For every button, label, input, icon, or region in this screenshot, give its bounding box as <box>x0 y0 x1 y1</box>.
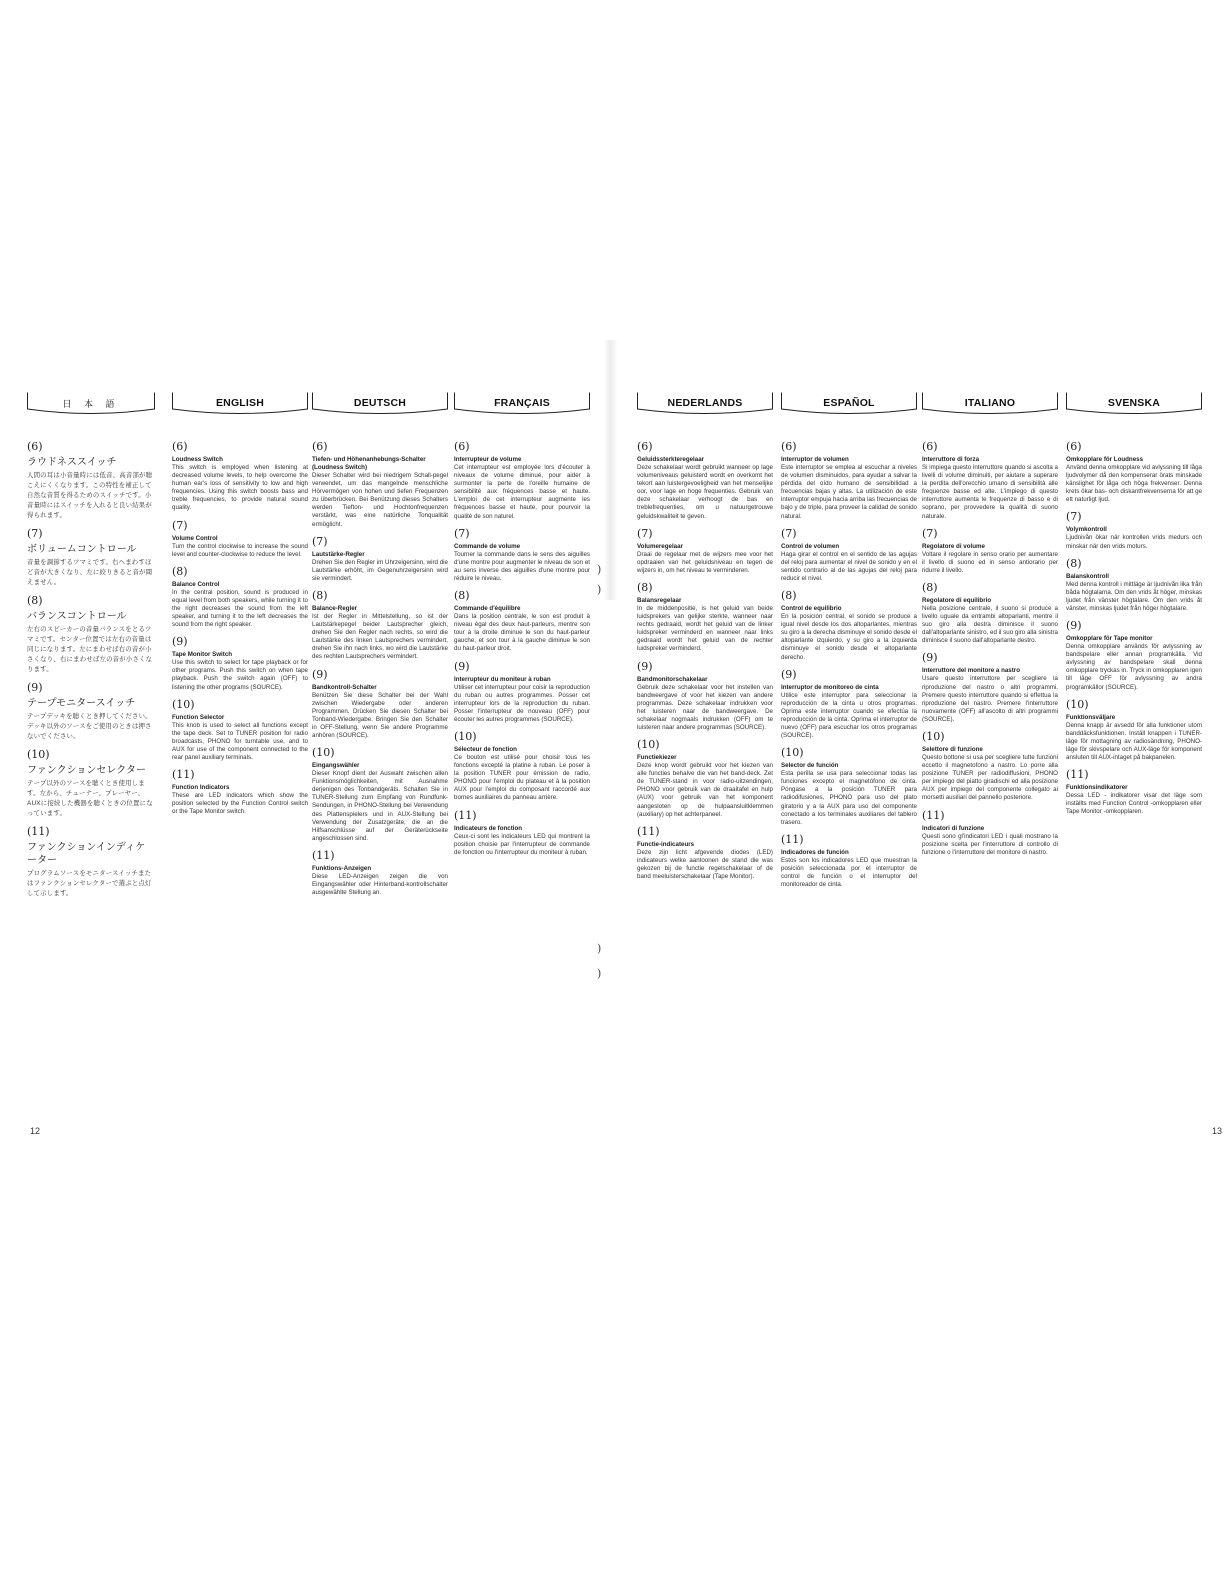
section-item <box>637 660 773 733</box>
section-number: (7) <box>312 534 328 548</box>
language-header <box>27 392 155 418</box>
section-number: (11) <box>637 824 660 838</box>
section-title: Commande de volume <box>454 542 521 550</box>
section-title: ファンクションインディケーター <box>27 842 146 866</box>
section-number: (11) <box>172 768 195 782</box>
section-title: Balanskontroll <box>1066 572 1109 580</box>
section-title: Loudness Switch <box>172 456 223 463</box>
column-svenska <box>1066 392 1202 822</box>
section-item <box>637 825 773 881</box>
section-item <box>454 589 590 653</box>
margin-bracket-mark: ) <box>597 583 602 596</box>
section-number: (11) <box>27 825 50 838</box>
section-body: テープデッキを聴くとき押してください。デッキ以外のソースをご使用のときは押さないでください。 <box>27 713 152 740</box>
section-item <box>312 668 448 741</box>
section-number: (7) <box>922 526 938 540</box>
section-title: テープモニタースイッチ <box>27 698 136 709</box>
section-item <box>922 809 1058 857</box>
section-title: ファンクションセレクター <box>27 765 146 776</box>
section-number: (7) <box>637 526 653 540</box>
language-header <box>781 392 917 418</box>
section-item <box>454 527 590 583</box>
section-body: Med denna kontroll i mittläge är ljudnivån lika från båda högtalarna. Om den vrids åt höger, minskas ljudet från vänster högtalare. Om den vrids åt vänster, minskas ljudet från höger högtalare. <box>1066 580 1202 612</box>
section-title: Interrupteur du moniteur à ruban <box>454 675 551 683</box>
section-title: Eingangswähler <box>312 762 360 770</box>
section-item <box>312 746 448 843</box>
section-body: Haga girar el control en el sentido de las agujas del reloj para aumentar el nivel de sonido y en el sentido contrario al de las agujas del reloj para reducir el nivel. <box>781 550 917 582</box>
section-title: Interruptor de volumen <box>781 456 849 463</box>
column-english <box>172 392 308 822</box>
section-body: Deze schakelaar wordt gebruikt wanneer op lage volumeniveaus geluisterd wordt en overkomt het tekort aan luistergevoeligheid van het menselijke oor, voor lage en hoge frequenties. Gebruik van deze schakelaar verhoogt de bas en treblefrequenties, om u natuurgetrouwe geluidskwaliteit te geven. <box>637 464 773 520</box>
section-number: (9) <box>922 651 938 665</box>
section-item <box>312 535 448 583</box>
section-title: Omkopplare för Tape monitor <box>1066 635 1153 643</box>
section-body: Ist der Regler in Mittelstellung, so ist der Lautstärkepegel beider Lautsprecher gleich, drehen Sie den Regler nach rechts, so wird die Lautstärke des linken Lautsprechers vermindert, drehen Sie ihn nach links, wo wird die Lautstärke des rechten Lautsprechers vermindert. <box>312 612 448 661</box>
section-body: Utiliser cet interrupteur pour coisir la reproduction du ruban ou autres programmes. Posser cet interrupteur lors de la reproduction du ruban. Posser l'interrupteur de nouveau (OFF) pour écouter les autres programmes (SOURCE). <box>454 683 590 723</box>
section-title: Lautstärke-Regler <box>312 550 365 558</box>
section-title: Omkopplare för Loudness <box>1066 456 1144 463</box>
language-header-label: FRANÇAIS <box>494 397 550 409</box>
section-body: Ceux-ci sont les indicateurs LED qui montrent la position choisie par l'interrupteur de commande de fonction ou l'interrupteur du moniteur à ruban. <box>454 832 590 856</box>
section-body: Drehen Sie den Regler im Uhrzeigersinn, wird die Lautstärke erhöht, im Gegenuhrzeigersinn wird sie vermindert. <box>312 558 448 582</box>
section-title: Funktionsindikatorer <box>1066 784 1128 792</box>
section-item <box>27 594 155 675</box>
section-number: (8) <box>922 580 938 594</box>
section-item <box>454 809 590 857</box>
language-header-label: ENGLISH <box>215 397 265 409</box>
section-number: (8) <box>312 588 328 602</box>
section-number: (8) <box>27 594 43 607</box>
section-item <box>1066 698 1202 762</box>
section-number: (8) <box>637 580 653 594</box>
section-number: (9) <box>454 659 470 673</box>
section-item <box>312 440 448 529</box>
section-item <box>781 833 917 889</box>
section-title: Functie-indicateurs <box>637 840 695 848</box>
section-item <box>637 527 773 575</box>
section-title: Control de volumen <box>781 542 840 550</box>
section-body: These are LED indicators which show the position selected by the Function Control switch or the Tape Monitor switch. <box>172 792 308 816</box>
section-item <box>781 746 917 827</box>
section-number: (6) <box>1066 440 1082 453</box>
section-body: Este interruptor se emplea al escuchar a niveles de volumen disminuidos, para ayudar a salvar la pérdida del oído humano de sensibilidad a frecuencias bajas y altas. La utilización de este interruptor empuja hacia arriba las frecuencias de bajo y de triple, para proveer la calidad de sonido natural. <box>781 464 917 520</box>
section-title: Volume Control <box>172 534 218 542</box>
section-number: (6) <box>454 440 470 453</box>
section-item <box>27 825 155 899</box>
section-title: Control de equilibrio <box>781 605 842 613</box>
section-title: ラウドネススイッチ <box>27 457 117 468</box>
section-body: This knob is used to select all functions except the tape deck. Set to TUNER position for radio broadcasts, PHONO for turntable use, and to AUX for use of the component connected to the rear panel auxiliary terminals. <box>172 721 308 761</box>
section-item <box>172 635 308 691</box>
section-body: Dieser Schalter wird bei niedrigem Schall-pegel verwendet, um das mangelnde menschliche Hörvermögen von hohen und tiefen Frequenzen zu überbrücken. Bei Benützung dieses Schalters werden Tiefton- und Hochtonfrequenzen verstärkt, was eine natürliche Tonqualität ermöglicht. <box>312 472 448 528</box>
section-title: Selector de función <box>781 762 839 770</box>
section-number: (10) <box>922 729 945 743</box>
section-item <box>27 681 155 742</box>
section-title: Indicateurs de fonction <box>454 824 523 832</box>
column-francais <box>454 392 590 863</box>
section-number: (6) <box>922 440 938 453</box>
section-title: Interrupteur de volume <box>454 456 522 463</box>
section-body: Usare questo interruttore per scegliere la riproduzione del nastro o altri programmi. Premere questo interruttore quando si effettua la riproduzione del nastro. Premere l'interruttore nuovamente (OFF) all'ascolto di altri programmi (SOURCE). <box>922 675 1058 723</box>
column-nederlands <box>637 392 773 887</box>
section-body: Deze knop wordt gebruikt voor het kiezen van alle functies behalve die van het band-deck. Zet de TUNER-stand in voor radio-uitzendingen, PHONO voor gebruik van de draaitafel en hulp (AUX) voor gebruik van het komponent aangesloten op de hulpaansluitklemmen (auxiliary) op het achterpaneel. <box>637 762 773 818</box>
section-title: Function Indicators <box>172 784 230 792</box>
section-body: En la posición central, el sonido se produce a igual nivel desde los dos altoparlantes, mientras su giro a la derecha disminuye el sonido desde el altoparlante izquierdo, y su giro a la izquierda disminuye el sonido desde el altoparlante derecho. <box>781 613 917 661</box>
section-title: Regolatore di equilibrio <box>922 596 992 604</box>
section-title: Interruttore del monitore a nastro <box>922 667 1020 675</box>
section-number: (10) <box>172 697 195 711</box>
section-body: Tourner la commande dans le sens des aiguilles d'une montre pour augmenter le niveau de son et au sens inverse des aiguilles d'une montre pour réduire le niveau. <box>454 550 590 582</box>
section-item <box>781 668 917 741</box>
section-title: Regolatore di volume <box>922 542 985 550</box>
section-number: (11) <box>312 848 335 862</box>
section-body: Use this switch to select for tape playback or for other programs. Push this switch on when tape playback. Push the switch again (OFF) to listening the other programs (SOURCE). <box>172 659 308 691</box>
section-item <box>922 651 1058 724</box>
section-item <box>312 849 448 897</box>
language-header <box>312 392 448 418</box>
margin-bracket-mark: ) <box>597 942 602 955</box>
margin-bracket-mark: ) <box>597 563 602 576</box>
section-number: (10) <box>312 746 335 760</box>
section-body: Questi sono gl'indicatori LED i quali mostrano la posizione scelta per l'interruttore di controllo di funzione o l'interruttore del monitore di nastro. <box>922 832 1058 856</box>
section-title: Funktions-Anzeigen <box>312 864 372 872</box>
section-item <box>27 748 155 819</box>
section-item <box>172 768 308 816</box>
section-body: Denna omkopplare används för avlyssning av bandspelare eller annan programkälla. Vid avlyssning av bandspelare skall denna omkopplare tryckas in. Tryck in omkopplaren igen till läge OFF för avlyssning av andra programkällor (SOURCE). <box>1066 643 1202 691</box>
section-item <box>312 589 448 662</box>
section-body: Esta perilla se usa para seleccionar todas las funciones excepto el magnetófono de cinta. Póngase a la posición TUNER para radiodifusiones, PHONO para uso del plato giratorio y a la AUX para uso del componente conectado a los terminales auxiliares del tablero trasero. <box>781 770 917 826</box>
section-body: Använd denna omkopplare vid avlyssning till låga ljudvolymer då den kompenserar örats minskade känslighet för låga och höga frekvenser. Denna krets ökar bas- och diskantfrekvenserna för att ge ett naturligt ljud. <box>1066 464 1202 504</box>
section-title: Bandmonitorschakelaar <box>637 675 708 683</box>
section-title: Sélecteur de fonction <box>454 745 517 753</box>
section-number: (9) <box>1066 619 1082 633</box>
section-number: (10) <box>454 729 477 743</box>
section-number: (9) <box>312 667 328 681</box>
section-item <box>1066 510 1202 550</box>
section-body: Gebruik deze schakelaar voor het instellen van bandweergave of voor het kiezen van andere programmas. Deze schakelaar indrukken voor het luisteren naar de bandweergave. De schakelaar nogmaals indrukken (OFF) om te luisteren naar andere programmas (SOURCE). <box>637 683 773 731</box>
section-body: Dieser Knopf dient der Auswahl zwischen allen Funktionsmöglichkeiten, mit Ausnahme derjenigen des Tonbandgeräts. Schalten Sie in TUNER-Stellung zum Empfang von Rundfunk-Sendungen, in PHONO-Stellung bei Verwendung des Plattenspielers und in AUX-Stellung bei Verwendung der Zusatzgeräte, die an die Hilfsanschlüsse auf der Geräterückseite angeschlossen sind. <box>312 770 448 842</box>
language-header <box>454 392 590 418</box>
section-number: (8) <box>1066 556 1082 570</box>
section-body: In de middenpositie, is het geluid van beide luidsprekers van gelijke sterkte, wanneer naar rechts gedraaid, wordt het geluid van de linker luidspreker verminderd en wanneer naar links gedraaid wordt het geluid van de rechter luidspreker verminderd. <box>637 604 773 653</box>
section-body: Draai de regelaar met de wijzers mee voor het opdraaien van het geluidsniveau en tegen de wijzers in, om het niveau te verminderen. <box>637 550 773 574</box>
section-title: バランスコントロール <box>27 611 127 622</box>
page-number-left: 12 <box>30 1126 41 1136</box>
section-title: Indicatori di funzione <box>922 824 985 832</box>
section-body: Utilice este interruptor para seleccionar la reproducción de la cinta u otros programas. Oprima este interruptor cuando se efectúa la reproducción de la cinta. Oprima el interruptor de nuevo (OFF) para escuchar los otros programas (SOURCE). <box>781 691 917 740</box>
section-item <box>922 527 1058 575</box>
section-item <box>922 440 1058 521</box>
section-number: (6) <box>27 440 43 453</box>
page-number-right: 13 <box>1212 1126 1223 1136</box>
section-item <box>454 660 590 724</box>
section-body: Estos son los indicadores LED que muestran la posición seleccionada por el interruptor de control de función o el interruptor del monitoreador de cinta. <box>781 856 917 889</box>
section-title: Indicadores de función <box>781 848 849 856</box>
section-body: Dessa LED - indikatorer visar det läge som inställts med Function Control -omkopplaren eller Tape Monitor -omkopplaren. <box>1066 792 1202 816</box>
section-title: Commande d'équilibre <box>454 605 521 613</box>
section-number: (10) <box>27 748 50 761</box>
section-item <box>1066 619 1202 692</box>
section-item <box>27 440 155 521</box>
section-title: Interruptor de monitoreo de cinta <box>781 683 879 691</box>
section-number: (8) <box>454 589 470 603</box>
section-body: Si impiega questo interruttore quando si ascolta a livelli di volume diminuiti, per aiutare a superare la perdita dell'orecchio umano di sensibilità alle frequenze basse ed alte. L'impiego di questo interruttore aumenta le frequenze di basso e di soprano, per provvedere la qualità di suono naturale. <box>922 464 1058 520</box>
section-item <box>1066 768 1202 816</box>
section-number: (8) <box>172 564 188 578</box>
section-number: (11) <box>1066 768 1089 782</box>
section-title: Interruttore di forza <box>922 456 980 463</box>
section-number: (10) <box>1066 697 1089 711</box>
section-item <box>172 698 308 762</box>
section-item <box>637 738 773 819</box>
language-header-label: 日 本 語 <box>62 399 120 409</box>
section-number: (7) <box>781 526 797 540</box>
section-title: Volumeregelaar <box>637 542 683 550</box>
section-title: Geluidssterkteregelaar <box>637 456 705 463</box>
section-item <box>172 440 308 513</box>
section-body: Turn the control clockwise to increase the sound level and counter-clockwise to reduce the level. <box>172 542 308 558</box>
section-item <box>454 440 590 521</box>
section-title: Balance Control <box>172 580 220 588</box>
section-item <box>637 440 773 521</box>
section-number: (7) <box>454 526 470 540</box>
column-italiano <box>922 392 1058 863</box>
section-body: In the central position, sound is produced in equal level from both speakers, while turning it to the right decreases the sound from the left speaker, and turning it to the left decreases the sound from the right speaker. <box>172 588 308 629</box>
language-header-label: ESPAÑOL <box>823 397 875 409</box>
section-number: (11) <box>781 832 804 846</box>
section-body: Cet interrupteur est employée lors d'écouter à niveaux de volume diminué, pour aider à surmonter la perte de l'oreille humaine de sensibilité aux fréquences basse et haute. L'emploi de cet interrupteur augmente les fréquences basse et haute, pour pourvoir la qualité de son naturel. <box>454 464 590 520</box>
column-japanese <box>27 392 155 905</box>
section-number: (6) <box>312 440 328 453</box>
section-title: Function Selector <box>172 713 225 721</box>
language-header <box>172 392 308 418</box>
section-body: Nella posizione centrale, il suono si produce a livello uguale da entrambi altoparlanti, mentre il suo giro alla destra diminisce il suono dall'altoparlante sinistro, ed il suo giro alla sinistra diminisce il suono dall'altoparlante destro. <box>922 604 1058 645</box>
section-body: テープ以外のソースを聴くとき使用します。左から、チューナー、プレーヤー、AUXに接続した機器を聴くときの位置になっています。 <box>27 780 153 817</box>
section-title: Selettore di funzione <box>922 745 983 753</box>
section-title: Tape Monitor Switch <box>172 651 233 659</box>
section-item <box>27 527 155 588</box>
section-number: (6) <box>781 440 797 453</box>
section-body: Ce bouton est utilisé pour choisir tous les fonctions excepté la platine à ruban. Le poser à la position TUNER pour émission de radio, PHONO pour l'emploi du plateau et à la position AUX pour l'emploi du composant raccordé aux bornes auxiliaires du panneau arrière. <box>454 753 590 802</box>
section-number: (8) <box>781 589 797 603</box>
section-item <box>781 527 917 583</box>
margin-bracket-mark: ) <box>597 967 602 980</box>
section-number: (9) <box>637 659 653 673</box>
section-item <box>1066 440 1202 504</box>
section-number: (6) <box>172 440 188 453</box>
section-item <box>922 581 1058 645</box>
section-body: Ljudnivån ökar när kontrollen vrids medurs och minskar när den vrids moturs. <box>1066 534 1202 550</box>
language-header-label: ITALIANO <box>964 397 1016 409</box>
section-body: Denna knapp är avsedd för alla funktioner utom banddäcksfunktionen. Inställ knappen i TUNER-läge för mottagning av radiosändning, PHONO-läge för skivspelare och AUX-läge för komponent ansluten till AUX-intaget på bakpanelen. <box>1066 721 1202 761</box>
section-number: (9) <box>27 681 43 694</box>
section-item <box>781 589 917 662</box>
section-item <box>922 730 1058 803</box>
section-number: (11) <box>922 808 945 822</box>
section-number: (7) <box>1066 510 1082 524</box>
section-item <box>637 581 773 654</box>
section-number: (11) <box>454 808 477 822</box>
section-body: Voltare il regolare in senso orario per aumentare il livello di suono ed in senso antiorario per ridurre il livello. <box>922 550 1058 574</box>
section-item <box>172 565 308 629</box>
section-number: (9) <box>172 635 188 649</box>
section-title: Balance-Regler <box>312 604 358 612</box>
section-title: Funktionsväljare <box>1066 713 1116 721</box>
column-espanol <box>781 392 917 895</box>
section-number: (7) <box>27 527 43 540</box>
section-number: (10) <box>781 746 804 760</box>
section-body: Diese LED-Anzeigen zeigen die von Eingangswähler oder Hinterband-kontrollschalter ausgewählte Stellung an. <box>312 872 448 897</box>
language-header <box>1066 392 1202 418</box>
section-body: This switch is employed when listening at decreased volume levels, to help overcome the human ear's loss of sensitivity to low and high frequencies. Using this switch boosts bass and treble frequencies, to provide natural sound quality. <box>172 464 308 512</box>
language-header-label: DEUTSCH <box>353 397 407 409</box>
section-body: Questo bottone si usa per scegliere tutte funzioni eccetto il magnetofono a nastro. Lo porre alla posizione TUNER per radiodiffusioni, PHONO per impiego del piatto giradischi ed alla posizione AUX per impiego del componente collegato ai morsetti ausiliari del pannello posteriore. <box>922 753 1058 802</box>
section-body: Dans la position centrale, le son est produit à niveau égal des deux haut-parleurs, mentre son tour à la droite diminue le son du haut-parleur gauche, et son tour à la gauche diminue le son du haut-parleur droit. <box>454 613 590 653</box>
section-title: Functiekiezer <box>637 754 677 762</box>
section-body: Benützen Sie diese Schalter bei der Wahl zwischen Wiedergabe oder anderen Programmen. Drücken Sie diesen Schalter bei Tonband-Wiedergabe. Bringen Sie den Schalter in OFF-Stellung, wenn Sie andere Programme anhören (SOURCE). <box>312 691 448 739</box>
language-header <box>922 392 1058 418</box>
language-header-label: NEDERLANDS <box>667 397 743 409</box>
section-body: プログラムソースをモニタースイッチまたはファンクションセレクターで選ぶと点灯して示します。 <box>27 870 152 897</box>
section-title: Volymkontroll <box>1066 526 1107 534</box>
section-item <box>454 730 590 803</box>
column-deutsch <box>312 392 448 903</box>
language-header-label: SVENSKA <box>1107 397 1161 409</box>
section-title: Balansregelaar <box>637 596 682 604</box>
section-number: (9) <box>781 667 797 681</box>
section-body: Deze zijn licht afgevende diodes (LED) indicateurs welke aantoonen de stand die was gekozen bij de functie regelschakelaar of de band meeluisterschakelaar (Tape Monitor). <box>637 848 773 880</box>
section-body: 音量を調節するツマミです。右へまわすほど音が大きくなり、左に絞りきると音が聞えません。 <box>27 559 153 586</box>
section-number: (10) <box>637 738 660 752</box>
language-header <box>637 392 773 418</box>
section-body: 左右のスピーカーの音量バランスをとるツマミです。センター位置では左右の音量は同じになります。左にまわせば右の音が小さくなり、右にまわせば左の音が小さくなります。 <box>27 626 153 673</box>
section-body: 人間の耳は小音量時には低音、高音部が聴こえにくくなります。この特性を補正して自然な音質を得るためのスイッチです。小音量時にはスイッチを入れると良い結果が得られます。 <box>27 472 153 519</box>
section-title: Tiefen- und Höhenanhebungs-Schalter (Loudness Switch) <box>312 456 426 471</box>
section-item <box>1066 557 1202 613</box>
section-item <box>172 519 308 559</box>
section-title: ボリュームコントロール <box>27 544 137 555</box>
section-title: Bandkontroll-Schalter <box>312 683 377 691</box>
section-number: (7) <box>172 518 188 532</box>
section-number: (6) <box>637 440 653 453</box>
section-item <box>781 440 917 521</box>
